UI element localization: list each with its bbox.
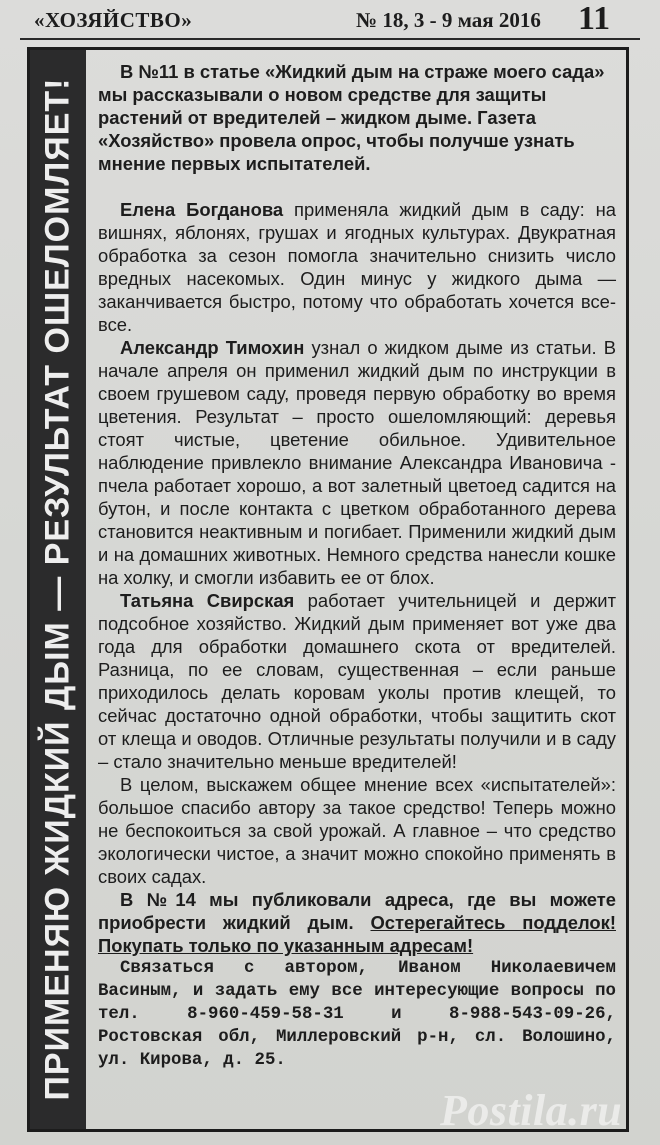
paragraph-svirskaya xyxy=(98,589,616,773)
paragraph-bogdanova xyxy=(98,198,616,336)
counterfeit-warning: Остерегайтесь подделок! Покупать только по указанным адресам! xyxy=(98,912,616,956)
page-number: 11 xyxy=(578,0,611,37)
paragraph-text: применяла жидкий дым в саду: на вишнях, яблонях, грушах и ягодных культурах. Двукратная обработка за сезон помогла значительно снизить число вредных насекомых. Один минус у жидкого дыма — заканчивается быстро, потому что обработать хочется все-все. xyxy=(98,199,617,335)
article-body xyxy=(98,60,616,1072)
paragraph-text: работает учительницей и держит подсобное хозяйство. Жидкий дым применяет вот уже два года для обработки домашнего скота от вредителей. Разница, по ее словам, существенная – если раньше приходилось делать коровам уколы против клещей, то сейчас достаточно одной обработки, чтобы защитить скот от клеща и оводов. Отличные результаты получили и в саду – стало значительно меньше вредителей! xyxy=(98,590,616,772)
paragraph-text: В №14 мы публиковали адреса, где вы можете приобрести жидкий дым. xyxy=(98,889,616,933)
article-intro: В №11 в статье «Жидкий дым на страже моего сада» мы рассказывали о новом средстве для защиты растений от вредителей – жидком дыме. Газета «Хозяйство» провела опрос, чтобы получше узнать мнение первых испытателей. xyxy=(98,61,605,174)
paragraph-timokhin xyxy=(98,336,616,589)
issue-date: № 18, 3 - 9 мая 2016 xyxy=(356,8,541,32)
newspaper-name: «ХОЗЯЙСТВО» xyxy=(34,8,193,32)
header-divider xyxy=(20,38,640,40)
contact-info: Связаться с автором, Иваном Николаевичем Васиным, и задать ему все интересующие вопросы по тел. 8-960-459-58-31 и 8-988-543-09-26, Ростовская обл, Миллеровский р-н, сл. Волошино, ул. Кирова, д. 25. xyxy=(98,959,616,1070)
page-header xyxy=(0,0,660,40)
side-title: ПРИМЕНЯЮ ЖИДКИЙ ДЫМ — РЕЗУЛЬТАТ ОШЕЛОМЛЯЕТ! xyxy=(38,77,77,1101)
person-name: Татьяна Свирская xyxy=(120,590,295,611)
person-name: Елена Богданова xyxy=(120,199,284,220)
person-name: Александр Тимохин xyxy=(120,337,305,358)
paragraph-conclusion: В целом, выскажем общее мнение всех «испытателей»: большое спасибо автору за такое средство! Теперь можно не беспокоиться за свой урожай. А главное – что средство экологически чистое, а значит можно спокойно применять в своих садах. xyxy=(98,774,616,887)
paragraph-where-to-buy xyxy=(98,888,616,957)
paragraph-text: узнал о жидком дыме из статьи. В начале апреля он применил жидкий дым по инструкции в своем грушевом саду, проведя первую обработку во время цветения. Результат – просто ошеломляющий: деревья стоят чистые, цветение обильное. Удивительное наблюдение привлекло внимание Александра Ивановича - пчела работает хорошо, а вот залетный цветоед садится на бутон, и после контакта с цветком обработанного дерева становится неактивным и погибает. Применили жидкий дым и на домашних животных. Немного средства нанесли кошке на холку, и смогли избавить ее от блох. xyxy=(98,337,616,588)
watermark-logo: Postila.ru xyxy=(440,1086,623,1135)
